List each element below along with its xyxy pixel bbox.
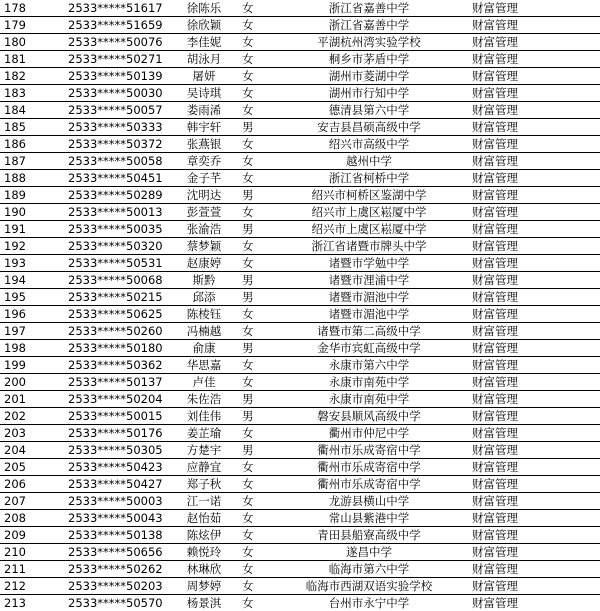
gender-cell: 女 [238,425,274,442]
table-row [0,323,600,340]
exam-id-cell: 2533*****50305 [58,442,170,459]
major-cell: 财富管理 [464,102,600,119]
row-number-cell: 195 [0,289,58,306]
major-cell: 财富管理 [464,272,600,289]
major-cell: 财富管理 [464,408,600,425]
exam-id-cell: 2533*****50289 [58,187,170,204]
school-cell: 衢州市乐成寄宿中学 [274,442,464,459]
exam-id-cell: 2533*****50625 [58,306,170,323]
student-name-cell: 赖悦玲 [170,544,238,561]
gender-cell: 女 [238,323,274,340]
major-cell: 财富管理 [464,204,600,221]
row-number-cell: 203 [0,425,58,442]
major-cell: 财富管理 [464,323,600,340]
major-cell: 财富管理 [464,187,600,204]
major-cell: 财富管理 [464,510,600,527]
row-number-cell: 198 [0,340,58,357]
student-name-cell: 邱添 [170,289,238,306]
gender-cell: 男 [238,187,274,204]
table-row [0,578,600,595]
table-row [0,510,600,527]
exam-id-cell: 2533*****50362 [58,357,170,374]
table-row [0,255,600,272]
table-row [0,119,600,136]
major-cell: 财富管理 [464,0,600,17]
row-number-cell: 193 [0,255,58,272]
major-cell: 财富管理 [464,34,600,51]
gender-cell: 女 [238,595,274,611]
student-name-cell: 方楚宇 [170,442,238,459]
student-name-cell: 吴诗琪 [170,85,238,102]
school-cell: 德清县第六中学 [274,102,464,119]
exam-id-cell: 2533*****51659 [58,17,170,34]
table-row [0,68,600,85]
school-cell: 衢州市乐成寄宿中学 [274,476,464,493]
table-row [0,459,600,476]
student-name-cell: 朱佐浩 [170,391,238,408]
school-cell: 绍兴市上虞区崧厦中学 [274,204,464,221]
school-cell: 桐乡市茅盾中学 [274,51,464,68]
row-number-cell: 206 [0,476,58,493]
gender-cell: 女 [238,561,274,578]
major-cell: 财富管理 [464,51,600,68]
school-cell: 浙江省嘉善中学 [274,0,464,17]
gender-cell: 女 [238,204,274,221]
exam-id-cell: 2533*****50139 [58,68,170,85]
table-row [0,51,600,68]
row-number-cell: 179 [0,17,58,34]
gender-cell: 女 [238,459,274,476]
school-cell: 衢州市仲尼中学 [274,425,464,442]
table-row [0,374,600,391]
gender-cell: 男 [238,442,274,459]
student-name-cell: 张燕银 [170,136,238,153]
exam-id-cell: 2533*****50030 [58,85,170,102]
gender-cell: 女 [238,17,274,34]
row-number-cell: 209 [0,527,58,544]
student-name-cell: 华思嘉 [170,357,238,374]
table-row [0,340,600,357]
student-name-cell: 郑子秋 [170,476,238,493]
exam-id-cell: 2533*****50271 [58,51,170,68]
major-cell: 财富管理 [464,221,600,238]
school-cell: 浙江省柯桥中学 [274,170,464,187]
gender-cell: 女 [238,102,274,119]
table-row [0,306,600,323]
table-row [0,425,600,442]
table-row [0,272,600,289]
major-cell: 财富管理 [464,17,600,34]
major-cell: 财富管理 [464,68,600,85]
table-row [0,153,600,170]
exam-id-cell: 2533*****50176 [58,425,170,442]
row-number-cell: 211 [0,561,58,578]
gender-cell: 女 [238,68,274,85]
exam-id-cell: 2533*****50043 [58,510,170,527]
school-cell: 金华市宾虹高级中学 [274,340,464,357]
student-name-cell: 俞康 [170,340,238,357]
row-number-cell: 189 [0,187,58,204]
school-cell: 诸暨市湄池中学 [274,289,464,306]
exam-id-cell: 2533*****50320 [58,238,170,255]
school-cell: 永康市南苑中学 [274,391,464,408]
row-number-cell: 196 [0,306,58,323]
row-number-cell: 208 [0,510,58,527]
row-number-cell: 181 [0,51,58,68]
gender-cell: 女 [238,544,274,561]
table-row [0,527,600,544]
table-row [0,0,600,17]
exam-id-cell: 2533*****51617 [58,0,170,17]
exam-id-cell: 2533*****50003 [58,493,170,510]
school-cell: 绍兴市柯桥区鉴湖中学 [274,187,464,204]
row-number-cell: 204 [0,442,58,459]
table-row [0,391,600,408]
student-name-cell: 周梦婷 [170,578,238,595]
gender-cell: 女 [238,493,274,510]
row-number-cell: 205 [0,459,58,476]
school-cell: 越州中学 [274,153,464,170]
exam-id-cell: 2533*****50068 [58,272,170,289]
table-row [0,221,600,238]
table-row [0,544,600,561]
student-name-cell: 赵怡茹 [170,510,238,527]
exam-id-cell: 2533*****50260 [58,323,170,340]
exam-id-cell: 2533*****50333 [58,119,170,136]
major-cell: 财富管理 [464,527,600,544]
major-cell: 财富管理 [464,459,600,476]
major-cell: 财富管理 [464,85,600,102]
row-number-cell: 202 [0,408,58,425]
table-row [0,136,600,153]
school-cell: 永康市南苑中学 [274,374,464,391]
exam-id-cell: 2533*****50372 [58,136,170,153]
row-number-cell: 182 [0,68,58,85]
exam-id-cell: 2533*****50215 [58,289,170,306]
student-name-cell: 彭萱萱 [170,204,238,221]
school-cell: 诸暨市浬浦中学 [274,272,464,289]
table-row [0,102,600,119]
gender-cell: 女 [238,0,274,17]
major-cell: 财富管理 [464,561,600,578]
exam-id-cell: 2533*****50203 [58,578,170,595]
table-row [0,34,600,51]
school-cell: 遂昌中学 [274,544,464,561]
table-row [0,289,600,306]
gender-cell: 女 [238,476,274,493]
school-cell: 浙江省嘉善中学 [274,17,464,34]
major-cell: 财富管理 [464,255,600,272]
student-name-cell: 韩宇轩 [170,119,238,136]
school-cell: 龙游县横山中学 [274,493,464,510]
gender-cell: 男 [238,391,274,408]
row-number-cell: 201 [0,391,58,408]
exam-id-cell: 2533*****50138 [58,527,170,544]
school-cell: 湖州市菱湖中学 [274,68,464,85]
major-cell: 财富管理 [464,595,600,611]
row-number-cell: 212 [0,578,58,595]
student-name-cell: 杨景淇 [170,595,238,611]
school-cell: 湖州市行知中学 [274,85,464,102]
student-name-cell: 徐陈乐 [170,0,238,17]
gender-cell: 女 [238,306,274,323]
school-cell: 诸暨市第二高级中学 [274,323,464,340]
student-name-cell: 胡泳月 [170,51,238,68]
student-name-cell: 姜芷瑜 [170,425,238,442]
school-cell: 诸暨市学勉中学 [274,255,464,272]
major-cell: 财富管理 [464,119,600,136]
major-cell: 财富管理 [464,442,600,459]
row-number-cell: 188 [0,170,58,187]
student-name-cell: 陈炫伊 [170,527,238,544]
student-name-cell: 徐欣颖 [170,17,238,34]
table-row [0,17,600,34]
gender-cell: 男 [238,221,274,238]
student-name-cell: 斯黔 [170,272,238,289]
row-number-cell: 192 [0,238,58,255]
gender-cell: 男 [238,340,274,357]
table-row [0,476,600,493]
row-number-cell: 183 [0,85,58,102]
gender-cell: 女 [238,136,274,153]
gender-cell: 女 [238,51,274,68]
gender-cell: 女 [238,527,274,544]
gender-cell: 男 [238,289,274,306]
gender-cell: 女 [238,170,274,187]
gender-cell: 男 [238,272,274,289]
student-name-cell: 林琳欣 [170,561,238,578]
major-cell: 财富管理 [464,306,600,323]
exam-id-cell: 2533*****50262 [58,561,170,578]
gender-cell: 女 [238,578,274,595]
row-number-cell: 210 [0,544,58,561]
row-number-cell: 207 [0,493,58,510]
table-row [0,561,600,578]
student-name-cell: 李佳妮 [170,34,238,51]
row-number-cell: 191 [0,221,58,238]
row-number-cell: 187 [0,153,58,170]
table-row [0,170,600,187]
major-cell: 财富管理 [464,493,600,510]
exam-id-cell: 2533*****50427 [58,476,170,493]
major-cell: 财富管理 [464,391,600,408]
gender-cell: 女 [238,357,274,374]
exam-id-cell: 2533*****50137 [58,374,170,391]
student-name-cell: 冯楠越 [170,323,238,340]
major-cell: 财富管理 [464,340,600,357]
exam-id-cell: 2533*****50531 [58,255,170,272]
gender-cell: 女 [238,153,274,170]
student-name-cell: 娄雨浠 [170,102,238,119]
major-cell: 财富管理 [464,578,600,595]
school-cell: 临海市西湖双语实验学校 [274,578,464,595]
school-cell: 诸暨市湄池中学 [274,306,464,323]
student-name-cell: 应静宜 [170,459,238,476]
gender-cell: 女 [238,374,274,391]
school-cell: 平湖杭州湾实验学校 [274,34,464,51]
student-name-cell: 赵康婷 [170,255,238,272]
row-number-cell: 178 [0,0,58,17]
school-cell: 永康市第六中学 [274,357,464,374]
major-cell: 财富管理 [464,476,600,493]
row-number-cell: 186 [0,136,58,153]
row-number-cell: 213 [0,595,58,611]
student-name-cell: 江一诺 [170,493,238,510]
table-row [0,442,600,459]
table-row [0,187,600,204]
school-cell: 绍兴市高级中学 [274,136,464,153]
row-number-cell: 200 [0,374,58,391]
student-name-cell: 章奕乔 [170,153,238,170]
exam-id-cell: 2533*****50570 [58,595,170,611]
gender-cell: 男 [238,119,274,136]
major-cell: 财富管理 [464,238,600,255]
student-name-cell: 沈明达 [170,187,238,204]
exam-id-cell: 2533*****50423 [58,459,170,476]
exam-id-cell: 2533*****50058 [58,153,170,170]
major-cell: 财富管理 [464,544,600,561]
row-number-cell: 190 [0,204,58,221]
school-cell: 临海市第六中学 [274,561,464,578]
exam-id-cell: 2533*****50076 [58,34,170,51]
row-number-cell: 197 [0,323,58,340]
student-name-cell: 刘佳伟 [170,408,238,425]
major-cell: 财富管理 [464,289,600,306]
exam-id-cell: 2533*****50035 [58,221,170,238]
row-number-cell: 180 [0,34,58,51]
major-cell: 财富管理 [464,357,600,374]
student-name-cell: 蔡梦颖 [170,238,238,255]
major-cell: 财富管理 [464,136,600,153]
school-cell: 磐安县顺风高级中学 [274,408,464,425]
table-row [0,204,600,221]
student-name-cell: 陈棱钰 [170,306,238,323]
school-cell: 衢州市乐成寄宿中学 [274,459,464,476]
gender-cell: 女 [238,238,274,255]
school-cell: 浙江省诸暨市牌头中学 [274,238,464,255]
student-name-cell: 张渝浩 [170,221,238,238]
gender-cell: 女 [238,255,274,272]
table-row [0,408,600,425]
exam-id-cell: 2533*****50656 [58,544,170,561]
gender-cell: 女 [238,85,274,102]
exam-id-cell: 2533*****50015 [58,408,170,425]
school-cell: 常山县紫港中学 [274,510,464,527]
exam-id-cell: 2533*****50180 [58,340,170,357]
exam-id-cell: 2533*****50451 [58,170,170,187]
gender-cell: 男 [238,408,274,425]
row-number-cell: 184 [0,102,58,119]
major-cell: 财富管理 [464,374,600,391]
exam-id-cell: 2533*****50013 [58,204,170,221]
table-row [0,85,600,102]
school-cell: 青田县船寮高级中学 [274,527,464,544]
gender-cell: 女 [238,34,274,51]
exam-id-cell: 2533*****50204 [58,391,170,408]
major-cell: 财富管理 [464,425,600,442]
school-cell: 安吉县昌硕高级中学 [274,119,464,136]
student-name-cell: 金子芊 [170,170,238,187]
school-cell: 台州市永宁中学 [274,595,464,611]
exam-id-cell: 2533*****50057 [58,102,170,119]
row-number-cell: 199 [0,357,58,374]
row-number-cell: 194 [0,272,58,289]
gender-cell: 女 [238,510,274,527]
school-cell: 绍兴市上虞区崧厦中学 [274,221,464,238]
table-row [0,493,600,510]
table-row [0,238,600,255]
table-row [0,357,600,374]
major-cell: 财富管理 [464,153,600,170]
major-cell: 财富管理 [464,170,600,187]
table-row [0,595,600,611]
student-name-cell: 屠妍 [170,68,238,85]
student-name-cell: 卢佳 [170,374,238,391]
row-number-cell: 185 [0,119,58,136]
